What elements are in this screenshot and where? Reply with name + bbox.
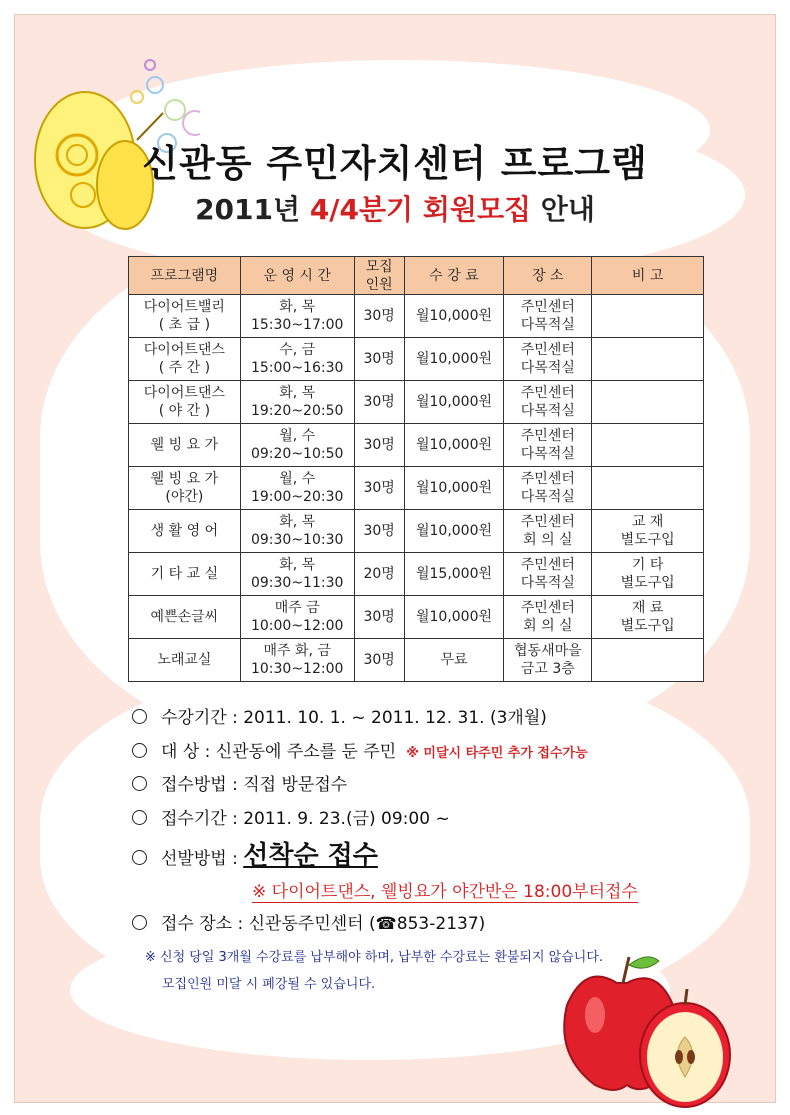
table-cell-note xyxy=(592,381,704,424)
table-cell-program: 웰 빙 요 가 (야간) xyxy=(129,467,241,510)
table-cell-program: 노래교실 xyxy=(129,639,241,682)
table-cell-time: 매주 금 10:00~12:00 xyxy=(240,596,354,639)
header-count: 모집 인원 xyxy=(354,257,404,295)
header-place: 장 소 xyxy=(504,257,592,295)
table-cell-fee: 월10,000원 xyxy=(404,467,504,510)
table-row xyxy=(129,467,704,510)
table-cell-count: 30명 xyxy=(354,295,404,338)
poster-subtitle xyxy=(0,188,790,228)
table-cell-note xyxy=(592,295,704,338)
table-cell-fee: 월10,000원 xyxy=(404,424,504,467)
table-cell-place: 주민센터 다목적실 xyxy=(504,467,592,510)
apple-illustration xyxy=(555,945,735,1110)
header-fee: 수 강 료 xyxy=(404,257,504,295)
table-cell-count: 30명 xyxy=(354,381,404,424)
table-cell-time: 화, 목 09:30~11:30 xyxy=(240,553,354,596)
table-cell-time: 화, 목 19:20~20:50 xyxy=(240,381,354,424)
table-cell-place: 주민센터 다목적실 xyxy=(504,381,592,424)
target-note: ※ 미달시 타주민 추가 접수가능 xyxy=(406,746,588,761)
table-cell-count: 30명 xyxy=(354,338,404,381)
table-cell-fee: 월10,000원 xyxy=(404,381,504,424)
subtitle-highlight: 4/4분기 회원모집 xyxy=(309,193,532,226)
table-cell-fee: 월10,000원 xyxy=(404,510,504,553)
table-row xyxy=(129,381,704,424)
selection-value: 선착순 접수 xyxy=(243,841,378,871)
table-cell-program: 다이어트댄스 ( 야 간 ) xyxy=(129,381,241,424)
table-cell-program: 다이어트밸리 ( 초 급 ) xyxy=(129,295,241,338)
footer-note-1: ※ 신청 당일 3개월 수강료를 납부해야 하며, 납부한 수강료는 환불되지 않습니다. xyxy=(145,950,604,965)
table-row xyxy=(129,639,704,682)
table-cell-time: 수, 금 15:00~16:30 xyxy=(240,338,354,381)
table-cell-place: 주민센터 회 의 실 xyxy=(504,510,592,553)
table-cell-place: 주민센터 회 의 실 xyxy=(504,596,592,639)
circle-bullet-icon xyxy=(132,810,147,825)
circle-bullet-icon xyxy=(132,915,147,930)
info-place: 접수 장소 : 신관동주민센터 (☎853-2137) xyxy=(132,909,485,934)
table-cell-count: 20명 xyxy=(354,553,404,596)
evening-note: ※ 다이어트댄스, 웰빙요가 야간반은 18:00부터접수 xyxy=(252,877,638,903)
table-cell-time: 월, 수 09:20~10:50 xyxy=(240,424,354,467)
table-cell-fee: 무료 xyxy=(404,639,504,682)
table-row xyxy=(129,295,704,338)
subtitle-suffix: 안내 xyxy=(540,193,595,226)
circle-bullet-icon xyxy=(132,850,147,865)
table-cell-count: 30명 xyxy=(354,467,404,510)
table-cell-place: 주민센터 다목적실 xyxy=(504,338,592,381)
table-cell-count: 30명 xyxy=(354,596,404,639)
table-cell-note xyxy=(592,424,704,467)
table-cell-program: 다이어트댄스 ( 주 간 ) xyxy=(129,338,241,381)
info-selection: 선발방법 : 선착순 접수 xyxy=(132,835,378,872)
subtitle-year: 2011년 xyxy=(195,193,301,226)
table-cell-note: 재 료 별도구입 xyxy=(592,596,704,639)
poster-title: 신관동 주민자치센터 프로그램 xyxy=(142,142,648,185)
table-cell-fee: 월10,000원 xyxy=(404,338,504,381)
table-row xyxy=(129,510,704,553)
table-cell-time: 화, 목 15:30~17:00 xyxy=(240,295,354,338)
table-cell-time: 월, 수 19:00~20:30 xyxy=(240,467,354,510)
table-cell-count: 30명 xyxy=(354,639,404,682)
table-row xyxy=(129,596,704,639)
table-cell-fee: 월15,000원 xyxy=(404,553,504,596)
program-table xyxy=(128,256,704,682)
table-cell-count: 30명 xyxy=(354,510,404,553)
table-cell-time: 매주 화, 금 10:30~12:00 xyxy=(240,639,354,682)
table-cell-place: 주민센터 다목적실 xyxy=(504,424,592,467)
table-cell-place: 협동새마을 금고 3층 xyxy=(504,639,592,682)
info-period: 수강기간 : 2011. 10. 1. ~ 2011. 12. 31. (3개월) xyxy=(132,703,547,728)
table-header-row xyxy=(129,257,704,295)
circle-bullet-icon xyxy=(132,709,147,724)
table-cell-place: 주민센터 다목적실 xyxy=(504,553,592,596)
table-cell-note xyxy=(592,467,704,510)
table-cell-fee: 월10,000원 xyxy=(404,596,504,639)
table-cell-place: 주민센터 다목적실 xyxy=(504,295,592,338)
header-time: 운 영 시 간 xyxy=(240,257,354,295)
table-row xyxy=(129,553,704,596)
header-note: 비 고 xyxy=(592,257,704,295)
table-cell-note xyxy=(592,639,704,682)
table-cell-note: 기 타 별도구입 xyxy=(592,553,704,596)
info-method: 접수방법 : 직접 방문접수 xyxy=(132,770,347,795)
table-cell-count: 30명 xyxy=(354,424,404,467)
header-program: 프로그램명 xyxy=(129,257,241,295)
table-row xyxy=(129,338,704,381)
circle-bullet-icon xyxy=(132,743,147,758)
footer-note-2: 모집인원 미달 시 폐강될 수 있습니다. xyxy=(162,977,376,992)
info-dates: 접수기간 : 2011. 9. 23.(금) 09:00 ~ xyxy=(132,804,450,829)
table-cell-note xyxy=(592,338,704,381)
table-cell-program: 예쁜손글씨 xyxy=(129,596,241,639)
table-cell-time: 화, 목 09:30~10:30 xyxy=(240,510,354,553)
table-cell-fee: 월10,000원 xyxy=(404,295,504,338)
table-cell-program: 웰 빙 요 가 xyxy=(129,424,241,467)
table-cell-program: 기 타 교 실 xyxy=(129,553,241,596)
circle-bullet-icon xyxy=(132,776,147,791)
table-cell-program: 생 활 영 어 xyxy=(129,510,241,553)
info-target: 대 상 : 신관동에 주소를 둔 주민 ※ 미달시 타주민 추가 접수가능 xyxy=(132,737,588,762)
table-cell-note: 교 재 별도구입 xyxy=(592,510,704,553)
table-row xyxy=(129,424,704,467)
